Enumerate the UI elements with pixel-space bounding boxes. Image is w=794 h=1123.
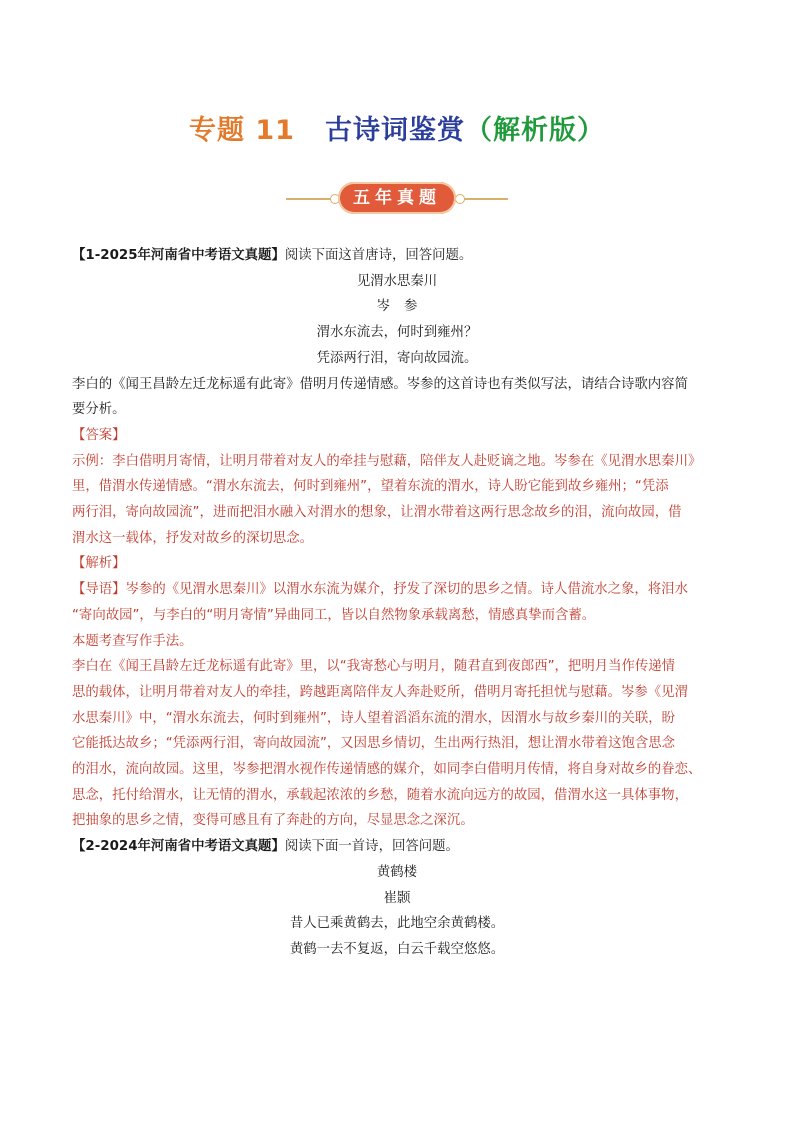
analysis-line: 李白在《闻王昌龄左迁龙标遥有此寄》里，以“我寄愁心与明月，随君直到夜郎西”，把明月当作传递情 [72,659,676,675]
question-1-text-line: 李白的《闻王昌龄左迁龙标遥有此寄》借明月传递情感。岑参的这首诗也有类似写法，请结合诗歌内容简 [72,376,688,392]
poem-1-line-2: 凭添两行泪，寄向故园流。 [316,350,478,366]
question-2-tag: 【2-2024年河南省中考语文真题】 [72,839,285,855]
poem-2-author: 崔颢 [383,890,411,906]
title-topic-number: 专题 11 [189,115,295,146]
answer-line: 示例：李白借明月寄情，让明月带着对友人的牵挂与慰藉，陪伴友人赴贬谪之地。岑参在《见渭水思秦川》 [72,453,702,469]
guide-line: 【导语】岑参的《见渭水思秦川》以渭水东流为媒介，抒发了深切的思乡之情。诗人借流水之象，将泪水 [72,582,688,598]
question-1-tag: 【1-2025年河南省中考语文真题】 [72,248,285,263]
poem-1-line-1: 渭水东流去，何时到雍州？ [316,325,478,341]
guide-label: 【导语】 [72,582,126,598]
analysis-line: 的泪水，流向故园。这里，岑参把渭水视作传递情感的媒介，如同李白借明月传情，将自身对故乡的眷恋、 [72,762,702,778]
answer-label: 【答案】 [72,427,126,443]
poem-2-line-1: 昔人已乘黄鹤去，此地空余黄鹤楼。 [289,916,505,932]
analysis-line: 它能抵达故乡；“凭添两行泪，寄向故园流”，又因思乡情切，生出两行热泪，想让渭水带着这饱含思念 [72,736,676,752]
poem-1-title: 见渭水思秦川 [356,273,438,289]
answer-line: 两行泪，寄向故园流”，进而把泪水融入对渭水的想象，让渭水带着这两行思念故乡的泪，流向故园，借 [72,505,682,521]
question-1-text-line: 要分析。 [72,402,126,418]
document-body [72,243,722,963]
answer-line: 渭水这一载体，抒发对故乡的深切思念。 [72,530,314,546]
analysis-line: 把抽象的思乡之情，变得可感且有了奔赴的方向，尽显思念之深沉。 [72,813,474,829]
guide-line: “寄向故园”，与李白的“明月寄情”异曲同工，皆以自然物象承载离愁，情感真挚而含蓄。 [72,607,596,623]
section-banner [0,182,794,216]
poem-2-line-2: 黄鹤一去不复返，白云千载空悠悠。 [289,941,505,957]
method-line: 本题考查写作手法。 [72,633,193,649]
question-2-prompt: 阅读下面一首诗，回答问题。 [284,839,459,855]
section-banner-label: 五年真题 [338,182,456,214]
poem-1-author: 岑 参 [376,299,418,315]
analysis-line: 水思秦川》中，“渭水东流去，何时到雍州”，诗人望着滔滔东流的渭水，因渭水与故乡秦川的关联，盼 [72,710,676,726]
question-2-header [72,834,722,860]
question-1-header [72,243,722,269]
analysis-line: 思的载体，让明月带着对友人的牵挂，跨越距离陪伴友人奔赴贬所，借明月寄托担忧与慰藉。岑参《见渭 [72,684,688,700]
question-1-prompt: 阅读下面这首唐诗，回答问题。 [284,248,473,263]
title-edition: （解析版） [464,115,605,146]
poem-2-title: 黄鹤楼 [376,864,418,880]
title-topic-name: 古诗词鉴赏 [324,115,465,146]
banner-right-ornament-icon [455,194,465,204]
page-title [0,108,794,147]
analysis-label: 【解析】 [72,556,126,572]
analysis-line: 思念，托付给渭水，让无情的渭水，承载起浓浓的乡愁，随着水流向远方的故园，借渭水这一具体事物， [72,787,688,803]
answer-line: 里，借渭水传递情感。“渭水东流去，何时到雍州”，望着东流的渭水，诗人盼它能到故乡雍州；“凭添 [72,479,669,495]
